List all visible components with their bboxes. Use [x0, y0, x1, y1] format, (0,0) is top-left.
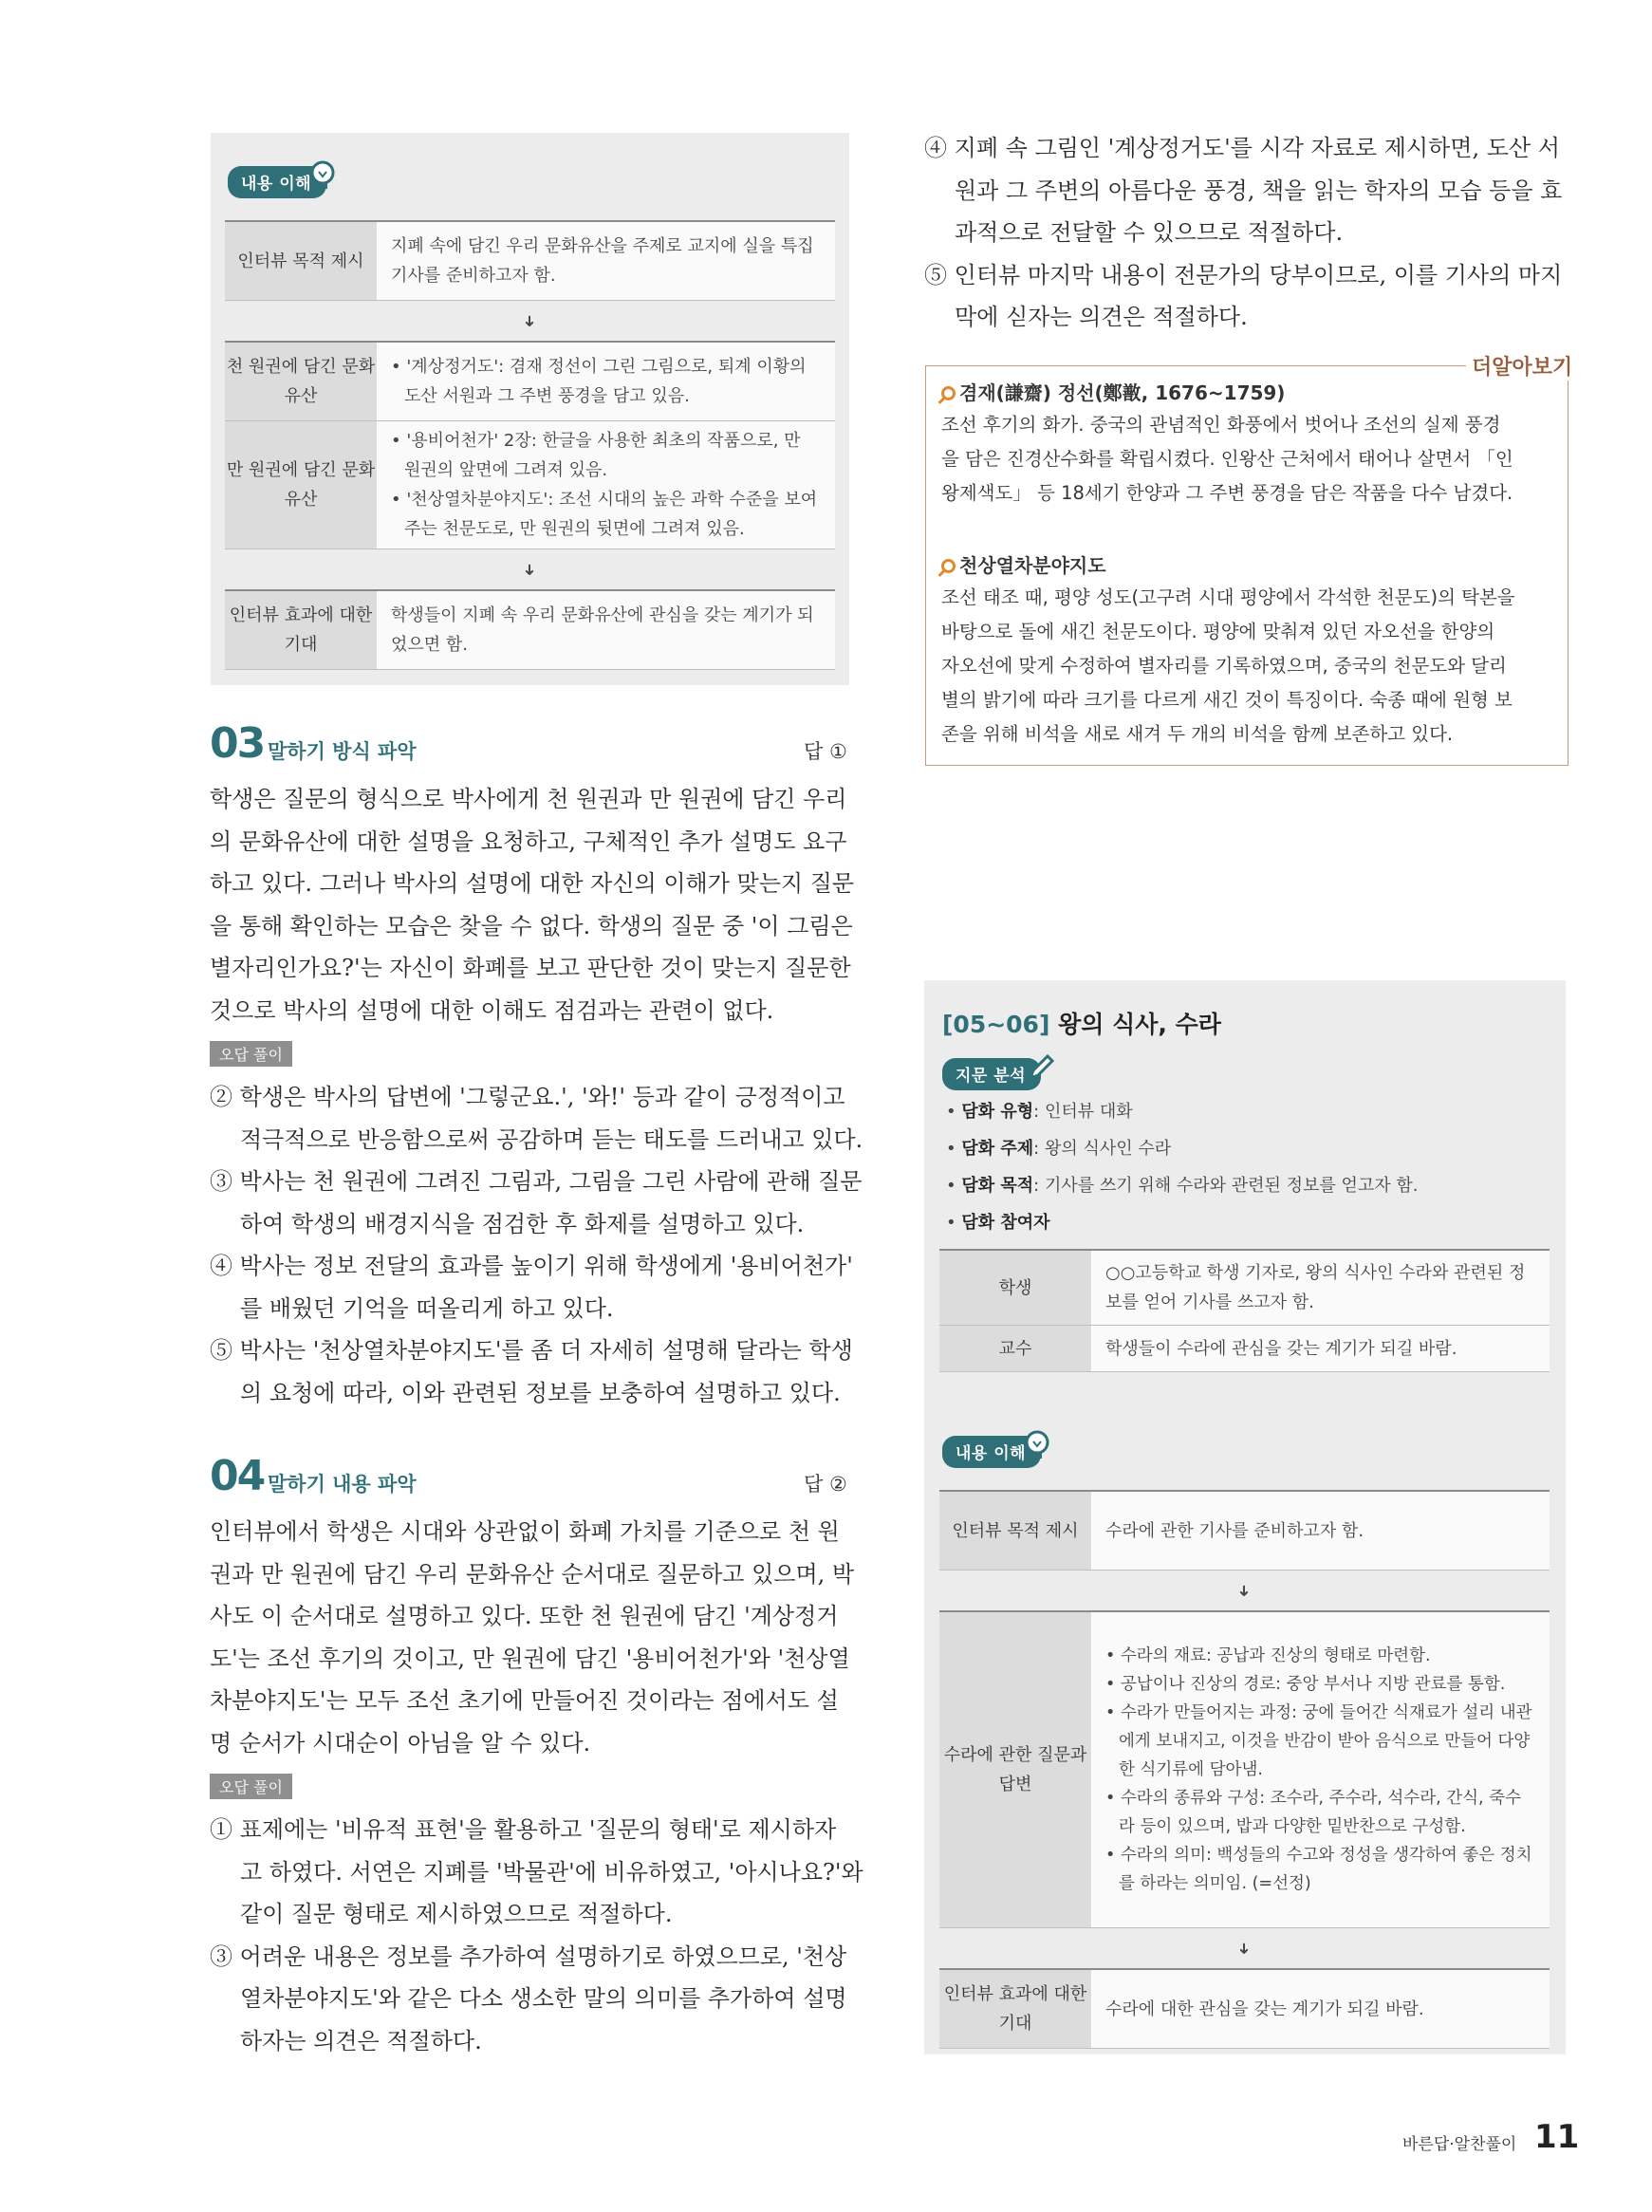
pencil-icon [1025, 1051, 1057, 1084]
section-03-title: 말하기 방식 파악 [268, 740, 417, 763]
row-label: 만 원권에 담긴 문화유산 [225, 421, 378, 549]
section-03-wrong-list: ② 학생은 박사의 답변에 '그렇군요.', '와!' 등과 같이 긍정적이고 적극적으로 반응함으로써 공감하며 듣는 태도를 드러내고 있다. ③ 박사는 천 원권에 그려진 그림과, 그림을 그린 사람에 관해 질문 하여 학생의 배경지식을 점검한 후 화제를 설명하고 있다. ④ 박사는 정보 전달의 효과를 높이기 위해 학생에게 '용비어천가' 를 배웠던 기억을 떠올리게 하고 있다. ⑤ 박사는 '천상열차분야지도'를 좀 더 자세히 설명해 달라는 학생 의 요청에 따라, 이와 관련된 정보를 보충하여 설명하고 있다. [210, 1084, 863, 1406]
row-value: 학생들이 지폐 속 우리 문화유산에 관심을 갖는 계기가 되었으면 함. [378, 590, 836, 670]
row-value: • '용비어천가' 2장: 한글을 사용한 최초의 작품으로, 만 원권의 앞면에 그려져 있음. • '천상열차분야지도': 조선 시대의 높은 과학 수준을 보여 주는 천문도로, 만 원권의 뒷면에 그려져 있음. [378, 421, 836, 549]
section-04-wrong-list: ① 표제에는 '비유적 표현'을 활용하고 '질문의 형태'로 제시하자 고 하였다. 서연은 지폐를 '박물관'에 비유하였고, '아시나요?'와 같이 질문 형태로 제시하였으므로 적절하다. ③ 어려운 내용은 정보를 추가하여 설명하기로 하였으므로, '천상 열차분야지도'와 같은 다소 생소한 말의 의미를 추가하여 설명 하자는 의견은 적절하다. [210, 1816, 863, 2054]
row-label: 인터뷰 목적 제시 [939, 1491, 1092, 1571]
section-03-answer: 답 ① [804, 740, 847, 763]
participant-value: 학생들이 수라에 관심을 갖는 계기가 되길 바람. [1092, 1326, 1550, 1372]
row-label: 인터뷰 목적 제시 [225, 221, 378, 301]
more-info-text-1: 조선 후기의 화가. 중국의 관념적인 화풍에서 벗어나 조선의 실제 풍경 을 담은 진경산수화를 확립시켰다. 인왕산 근처에서 태어나 살면서 「인 왕제색도」 등 18세기 한양과 그 주변 풍경을 담은 작품을 다수 남겼다. [941, 414, 1513, 504]
wrong-answer-tag: 오답 풀이 [210, 1774, 292, 1799]
passage-analysis-list [946, 1093, 1553, 1241]
down-arrow-icon: ➜ [521, 314, 539, 327]
section-03-number: 03 [210, 719, 265, 768]
section-04-title: 말하기 내용 파악 [268, 1473, 417, 1496]
footer-text: 바른답·알찬풀이 [1402, 2135, 1517, 2154]
section-03-body: 학생은 질문의 형식으로 박사에게 천 원권과 만 원권에 담긴 우리 의 문화유산에 대한 설명을 요청하고, 구체적인 추가 설명도 요구 하고 있다. 그러나 박사의 설명에 대한 자신의 이해가 맞는지 질문 을 통해 확인하는 모습은 찾을 수 없다. 학생의 질문 중 '이 그림은 별자리인가요?'는 자신이 화폐를 보고 판단한 것이 맞는지 질문한 것으로 박사의 설명에 대한 이해도 점검과는 관련이 없다. [210, 786, 855, 1024]
participant-value: ○○고등학교 학생 기자로, 왕의 식사인 수라와 관련된 정보를 얻어 기사를 쓰고자 함. [1092, 1250, 1550, 1326]
participants-table [939, 1249, 1550, 1372]
down-arrow-icon: ➜ [521, 563, 539, 576]
section-04-answer: 답 ② [804, 1473, 847, 1496]
section-04-body: 인터뷰에서 학생은 시대와 상관없이 화폐 가치를 기준으로 천 원 권과 만 원권에 담긴 우리 문화유산 순서대로 질문하고 있으며, 박 사도 이 순서대로 설명하고 있다. 또한 천 원권에 담긴 '계상정거 도'는 조선 후기의 것이고, 만 원권에 담긴 '용비어천가'와 '천상열 차분야지도'는 모두 조선 초기에 만들어진 것이라는 점에서도 설 명 순서가 시대순이 아님을 알 수 있다. [210, 1518, 855, 1757]
page-number: 11 [1534, 2118, 1580, 2156]
left-interview-table [225, 220, 835, 670]
section-04-number: 04 [210, 1452, 265, 1500]
row-value: • 수라의 재료: 공납과 진상의 형태로 마련함. • 공납이나 진상의 경로: 중앙 부서나 지방 관료를 통함. • 수라가 만들어지는 과정: 궁에 들어간 식재료가 설리 내관에게 보내지고, 이것을 반감이 받아 음식으로 만들어 다양한 식기류에 담아냄. • 수라의 종류와 구성: 조수라, 주수라, 석수라, 간식, 죽수라 등이 있으며, 밥과 다양한 밑반찬으로 구성함. • 수라의 의미: 백성들의 수고와 정성을 생각하여 좋은 정치를 하라는 의미임. (=선정) [1092, 1611, 1550, 1928]
more-info-text-2: 조선 태조 때, 평양 성도(고구려 시대 평양에서 각석한 천문도)의 탁본을 바탕으로 돌에 새긴 천문도이다. 평양에 맞춰져 있던 자오선을 한양의 자오선에 맞게 수정하여 별자리를 기록하였으며, 중국의 천문도와 달리 별의 밝기에 따라 크기를 다르게 새긴 것이 특징이다. 숙종 때에 원형 보 존을 위해 비석을 새로 새겨 두 개의 비석을 함께 보존하고 있다. [941, 586, 1515, 745]
magnifier-icon [941, 559, 956, 573]
analysis-item: • 담화 참여자 [946, 1213, 1050, 1233]
lightbulb-icon [1023, 1429, 1051, 1463]
row-label: 천 원권에 담긴 문화유산 [225, 342, 378, 421]
row-label: 인터뷰 효과에 대한 기대 [939, 1969, 1092, 2049]
wrong-answer-tag: 오답 풀이 [210, 1041, 292, 1067]
row-label: 수라에 관한 질문과 답변 [939, 1611, 1092, 1928]
down-arrow-icon: ➜ [1235, 1942, 1253, 1955]
row-value: 수라에 관한 기사를 준비하고자 함. [1092, 1491, 1550, 1571]
content-understanding-badge: 내용 이해 [942, 1436, 1041, 1468]
passage-analysis-badge: 지문 분석 [942, 1058, 1041, 1090]
more-info-heading-2: 천상열차분야지도 [941, 550, 1106, 578]
participant-label: 교수 [939, 1326, 1092, 1372]
analysis-item: • 담화 주제: 왕의 식사인 수라 [946, 1139, 1172, 1159]
content-understanding-badge: 내용 이해 [228, 166, 326, 198]
participant-label: 학생 [939, 1250, 1092, 1326]
row-value: 지폐 속에 담긴 우리 문화유산을 주제로 교지에 실을 특집 기사를 준비하고자 함. [378, 221, 836, 301]
passage-title: [05~06] 왕의 식사, 수라 [942, 1011, 1221, 1038]
more-info-heading-1: 겸재(謙齋) 정선(鄭敾, 1676~1759) [941, 378, 1285, 405]
right-top-list: ④ 지폐 속 그림인 '계상정거도'를 시각 자료로 제시하면, 도산 서 원과 그 주변의 아름다운 풍경, 책을 읽는 학자의 모습 등을 효 과적으로 전달할 수 있으므로 적절하다. ⑤ 인터뷰 마지막 내용이 전문가의 당부이므로, 이를 기사의 마지 막에 싣자는 의견은 적절하다. [924, 135, 1563, 330]
down-arrow-icon: ➜ [1235, 1584, 1253, 1597]
lightbulb-icon [308, 159, 337, 194]
analysis-item: • 담화 유형: 인터뷰 대화 [946, 1102, 1133, 1122]
row-value: • '계상정거도': 겸재 정선이 그린 그림으로, 퇴계 이황의 도산 서원과 그 주변 풍경을 담고 있음. [378, 342, 836, 421]
magnifier-icon [941, 386, 956, 400]
more-info-badge: 더알아보기 [1466, 351, 1578, 381]
analysis-item: • 담화 목적: 기사를 쓰기 위해 수라와 관련된 정보를 얻고자 함. [946, 1176, 1419, 1196]
right-interview-table [939, 1490, 1550, 2049]
row-label: 인터뷰 효과에 대한 기대 [225, 590, 378, 670]
row-value: 수라에 대한 관심을 갖는 계기가 되길 바람. [1092, 1969, 1550, 2049]
